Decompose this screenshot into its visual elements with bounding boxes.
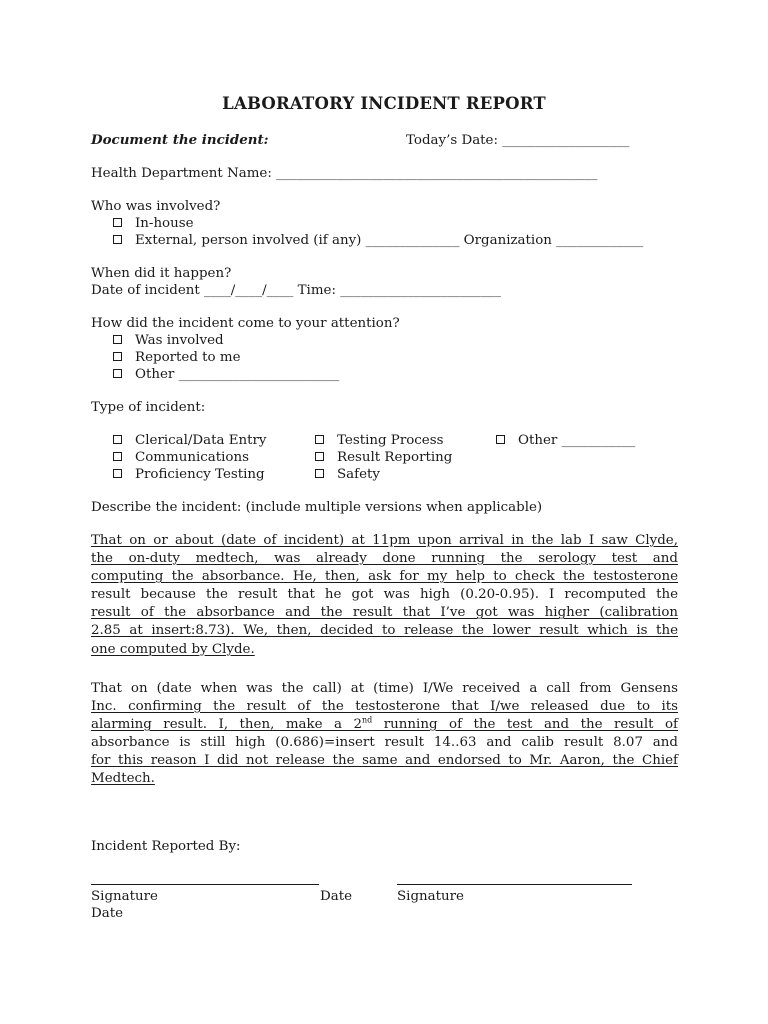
description-line: alarming result. I, then, make a 2nd running of the test and the result of [91, 715, 678, 733]
checkbox-icon[interactable] [113, 469, 122, 478]
description-line: absorbance is still high (0.686)=insert result 14..63 and calib result 8.07 and [91, 735, 678, 751]
signature-line-1[interactable] [91, 884, 319, 885]
checkbox-icon[interactable] [315, 469, 324, 478]
page-title: LABORATORY INCIDENT REPORT [222, 94, 546, 113]
type-other[interactable]: Other ___________ [496, 432, 635, 449]
checkbox-icon[interactable] [496, 435, 505, 444]
date-label-2: Date [91, 906, 124, 921]
describe-label: Describe the incident: (include multiple versions when applicable) [91, 500, 543, 515]
option-was-involved[interactable]: Was involved [113, 332, 224, 349]
checkbox-icon[interactable] [113, 335, 122, 344]
description-line: result of the absorbance and the result that I’ve got was higher (calibration [91, 605, 678, 621]
todays-date-field[interactable]: Today’s Date: ___________________ [406, 133, 630, 148]
description-line: That on or about (date of incident) at 11pm upon arrival in the lab I saw Clyde, [91, 533, 678, 548]
option-external[interactable]: External, person involved (if any) ______________ Organization _____________ [113, 232, 643, 249]
checkbox-icon[interactable] [113, 369, 122, 378]
description-line: for this reason I did not release the same and endorsed to Mr. Aaron, the Chief [91, 753, 678, 769]
reported-by-label: Incident Reported By: [91, 839, 241, 854]
incident-description-2 [91, 680, 678, 789]
incident-description-1 [91, 532, 678, 659]
document-incident-label: Document the incident: [91, 132, 269, 148]
who-involved-question: Who was involved? [91, 199, 221, 214]
checkbox-icon[interactable] [315, 435, 324, 444]
checkbox-icon[interactable] [113, 452, 122, 461]
type-label: Type of incident: [91, 400, 206, 415]
checkbox-icon[interactable] [113, 435, 122, 444]
signature-label-2: Signature [397, 889, 464, 904]
signature-label-1: Signature [91, 889, 158, 904]
description-line: one computed by Clyde. [91, 641, 255, 657]
checkbox-icon[interactable] [315, 452, 324, 461]
date-time-field[interactable]: Date of incident ____/____/____ Time: ________________________ [91, 283, 501, 298]
description-line: Inc. confirming the result of the testosterone that I/we released due to its [91, 699, 678, 715]
description-line: 2.85 at insert:8.73). We, then, decided to release the lower result which is the [91, 623, 678, 639]
type-communications[interactable]: Communications [113, 449, 249, 466]
type-testing-process[interactable]: Testing Process [315, 432, 443, 449]
description-line: result because the result that he got was high (0.20-0.95). I recomputed the [91, 587, 678, 603]
option-other-attention[interactable]: Other ________________________ [113, 366, 339, 383]
checkbox-icon[interactable] [113, 235, 122, 244]
option-reported-to-me[interactable]: Reported to me [113, 349, 241, 366]
checkbox-icon[interactable] [113, 352, 122, 361]
type-safety[interactable]: Safety [315, 466, 380, 483]
description-line: That on (date when was the call) at (time) I/We received a call from Gensens [91, 681, 678, 696]
attention-question: How did the incident come to your attention? [91, 316, 400, 331]
type-clerical[interactable]: Clerical/Data Entry [113, 432, 267, 449]
checkbox-icon[interactable] [113, 218, 122, 227]
signature-line-2[interactable] [397, 884, 632, 885]
description-line: the on-duty medtech, was already done running the serology test and [91, 551, 678, 567]
option-in-house[interactable]: In-house [113, 215, 194, 232]
description-line: Medtech. [91, 771, 155, 787]
type-result-reporting[interactable]: Result Reporting [315, 449, 452, 466]
when-question: When did it happen? [91, 266, 232, 281]
health-department-field[interactable]: Health Department Name: ________________________________________________ [91, 166, 598, 181]
type-proficiency[interactable]: Proficiency Testing [113, 466, 265, 483]
date-label-1: Date [320, 889, 353, 904]
description-line: computing the absorbance. He, then, ask for my help to check the testosterone [91, 569, 678, 585]
